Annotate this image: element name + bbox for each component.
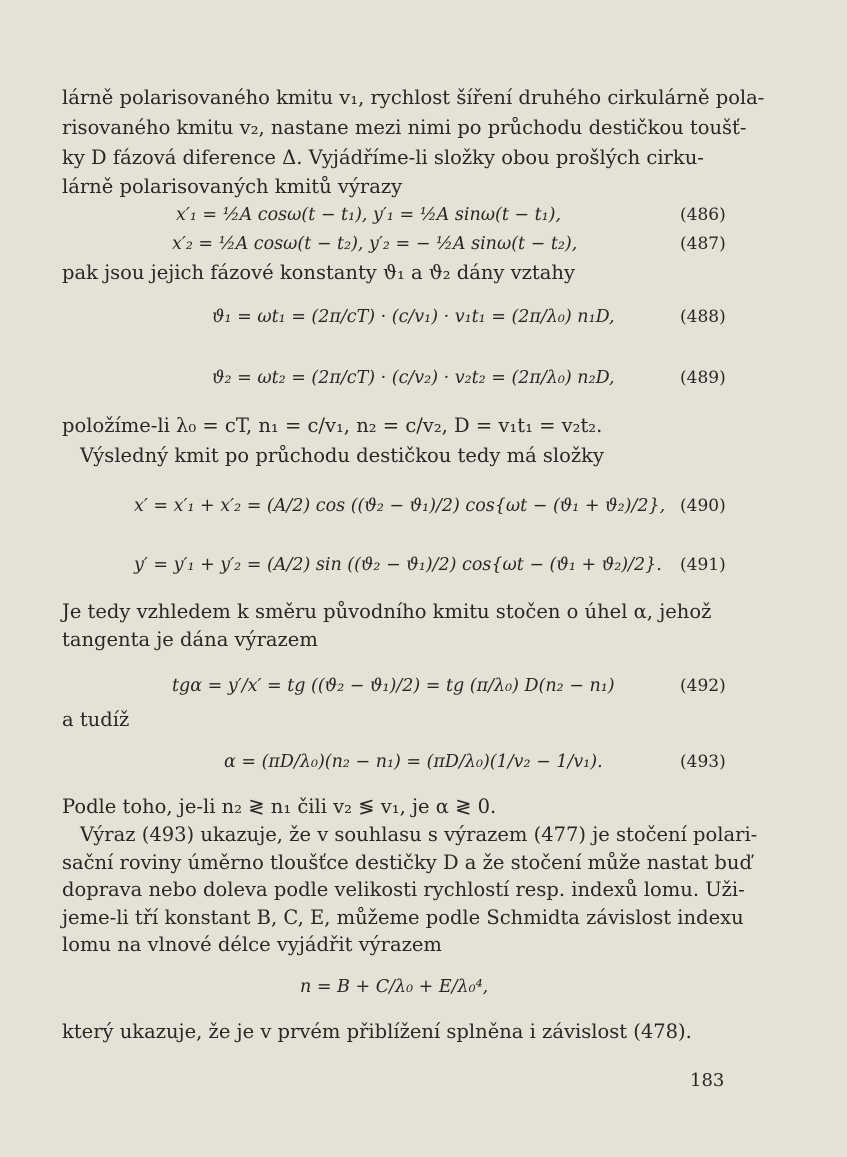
paragraph2-line3: doprava nebo doleva podle velikosti rychlostí resp. indexů lomu. Uži- — [62, 878, 745, 901]
paragraph1-line2: risovaného kmitu v₂, nastane mezi nimi po průchodu destičkou toušť- — [62, 116, 747, 139]
equation-488: ϑ₁ = ωt₁ = (2π/cT) · (c/v₁) · v₁t₁ = (2π/λ₀) n₁D, — [212, 307, 615, 327]
rotation-text-line2: tangenta je dána výrazem — [62, 628, 318, 651]
phase-constants-text: pak jsou jejich fázové konstanty ϑ₁ a ϑ₂ dány vztahy — [62, 261, 575, 284]
paragraph2-line5: lomu na vlnové délce vyjádřit výrazem — [62, 933, 442, 956]
paragraph2-line1: Výraz (493) ukazuje, že v souhlasu s výrazem (477) je stočení polari- — [80, 823, 758, 846]
equation-number-490: (490) — [680, 496, 726, 516]
equation-number-493: (493) — [680, 752, 726, 772]
rotation-text-line1: Je tedy vzhledem k směru původního kmitu stočen o úhel α, jehož — [62, 600, 712, 623]
equation-489: ϑ₂ = ωt₂ = (2π/cT) · (c/v₂) · v₂t₂ = (2π/λ₀) n₂D, — [212, 368, 615, 388]
equation-493: α = (πD/λ₀)(n₂ − n₁) = (πD/λ₀)(1/v₂ − 1/v₁). — [224, 752, 603, 772]
equation-schmidt: n = B + C/λ₀ + E/λ₀⁴, — [300, 977, 489, 997]
page-number: 183 — [690, 1070, 725, 1091]
equation-number-491: (491) — [680, 555, 726, 575]
equation-number-486: (486) — [680, 205, 726, 225]
equation-486: x′₁ = ½A cosω(t − t₁), y′₁ = ½A sinω(t − t₁), — [176, 205, 562, 225]
equation-number-489: (489) — [680, 368, 726, 388]
paragraph1-line3: ky D fázová diference Δ. Vyjádříme-li složky obou prošlých cirku- — [62, 146, 704, 169]
equation-number-488: (488) — [680, 307, 726, 327]
paragraph2-line4: jeme-li tří konstant B, C, E, můžeme podle Schmidta závislost indexu — [62, 906, 744, 929]
therefore-text: a tudíž — [62, 708, 130, 731]
equation-number-487: (487) — [680, 234, 726, 254]
equation-487: x′₂ = ½A cosω(t − t₂), y′₂ = − ½A sinω(t − t₂), — [172, 234, 578, 254]
paragraph1-line4: lárně polarisovaných kmitů výrazy — [62, 175, 403, 198]
equation-number-492: (492) — [680, 676, 726, 696]
paragraph2-line2: sační roviny úměrno tloušťce destičky D a že stočení může nastat buď — [62, 851, 752, 874]
paragraph1-line1: lárně polarisovaného kmitu v₁, rychlost šíření druhého cirkulárně pola- — [62, 86, 765, 109]
conclusion-text: Podle toho, je-li n₂ ≷ n₁ čili v₂ ≶ v₁, je α ≷ 0. — [62, 795, 497, 818]
resulting-text: Výsledný kmit po průchodu destičkou tedy má složky — [80, 444, 604, 467]
substitution-text: položíme-li λ₀ = cT, n₁ = c/v₁, n₂ = c/v₂, D = v₁t₁ = v₂t₂. — [62, 414, 603, 437]
final-line: který ukazuje, že je v prvém přiblížení splněna i závislost (478). — [62, 1020, 692, 1043]
equation-492: tgα = y′/x′ = tg ((ϑ₂ − ϑ₁)/2) = tg (π/λ₀) D(n₂ − n₁) — [172, 676, 615, 696]
equation-490: x′ = x′₁ + x′₂ = (A/2) cos ((ϑ₂ − ϑ₁)/2) cos{ωt − (ϑ₁ + ϑ₂)/2}, — [134, 496, 666, 516]
equation-491: y′ = y′₁ + y′₂ = (A/2) sin ((ϑ₂ − ϑ₁)/2) cos{ωt − (ϑ₁ + ϑ₂)/2}. — [134, 555, 662, 575]
